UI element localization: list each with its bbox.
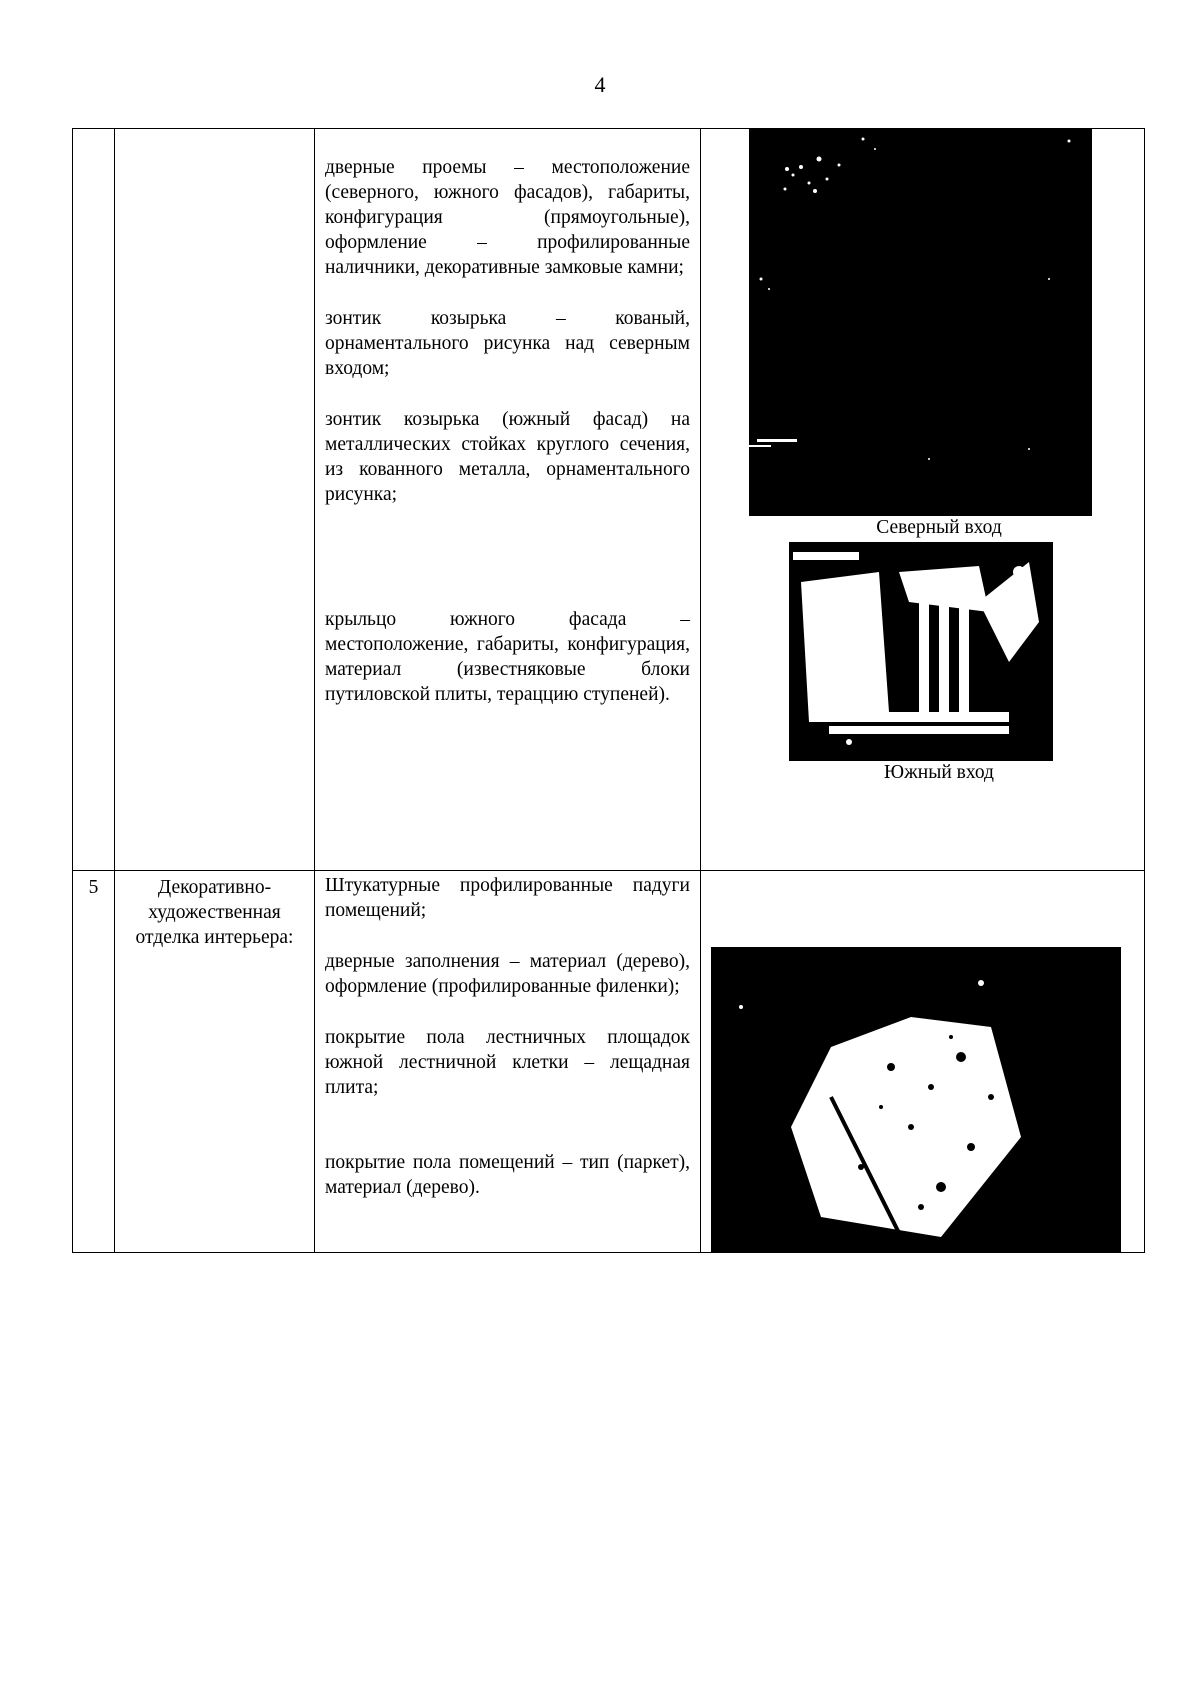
south-entrance-photo [789, 542, 1053, 761]
description-paragraph: покрытие пола помещений – тип (паркет), материал (дерево). [325, 1152, 690, 1198]
table-row [73, 129, 1145, 871]
south-entrance-caption: Южный вход [884, 762, 994, 783]
description-cell [315, 871, 701, 1253]
description-paragraph: дверные заполнения – материал (дерево), оформление (профилированные филенки); [325, 951, 690, 997]
description-paragraph: Штукатурные профилированные падуги помещений; [325, 875, 690, 921]
page-number: 4 [594, 72, 606, 97]
floor-slab-photo [711, 947, 1121, 1253]
row-number-cell [73, 129, 115, 871]
description-paragraph: зонтик козырька – кованый, орнаментального рисунка над северным входом; [325, 308, 690, 379]
north-entrance-image [749, 129, 1092, 516]
description-cell [315, 129, 701, 871]
north-entrance-photo [749, 129, 1092, 516]
row-number-cell: 5 [73, 871, 115, 1253]
monument-features-table [72, 128, 1145, 1253]
section-name-cell [115, 129, 315, 871]
photo-cell [701, 129, 1145, 871]
table-row [73, 871, 1145, 1253]
description-paragraph: крыльцо южного фасада – местоположение, габариты, конфигурация, материал (известняковые блоки путиловской плиты, тераццию ступеней). [325, 609, 690, 705]
floor-slab-image [711, 947, 1121, 1253]
south-entrance-image [789, 542, 1053, 761]
description-paragraph: зонтик козырька (южный фасад) на металлических стойках круглого сечения, из кованного металла, орнаментального рисунка; [325, 409, 690, 505]
section-name-cell: Декоративно-художественная отделка интерьера: [115, 871, 315, 1253]
north-entrance-caption: Северный вход [876, 517, 1002, 538]
photo-cell [701, 871, 1145, 1253]
description-paragraph: покрытие пола лестничных площадок южной лестничной клетки – лещадная плита; [325, 1027, 690, 1098]
description-paragraph: дверные проемы – местоположение (северного, южного фасадов), габариты, конфигурация (прямоугольные), оформление – профилированные наличники, декоративные замковые камни; [325, 157, 690, 278]
